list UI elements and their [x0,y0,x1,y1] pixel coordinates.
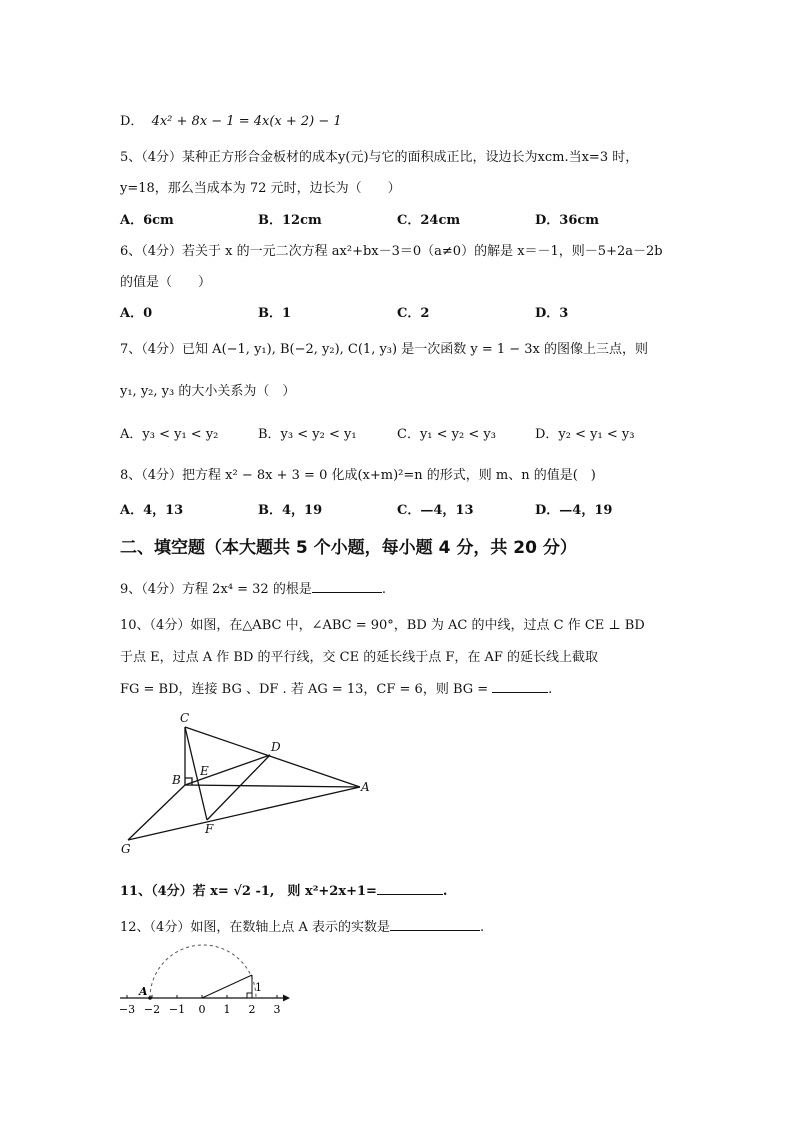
q7-option-b: B．y₃ < y₂ < y₁ [258,427,357,442]
q8-option-a: A．4，13 [120,503,184,518]
q10-stem-line1: 10、（4分）如图，在△ABC 中，∠ABC = 90°，BD 为 AC 的中线，过点 C 作 CE ⊥ BD [120,618,645,633]
right-angle-mark [247,993,252,998]
segment-ga [128,787,360,840]
q8-option-b: B．4，19 [258,503,323,518]
q7-stem-line2: y₁, y₂, y₃ 的大小关系为（ ） [120,384,296,399]
q10-stem-line2: 于点 E，过点 A 作 BD 的平行线，交 CE 的延长线于点 F，在 AF 的延长线上截取 [120,650,599,665]
q6-stem-line2: 的值是（ ） [120,275,212,290]
q6-option-c: C．2 [397,306,430,321]
label-c: C [180,711,190,725]
q9-line [120,578,386,597]
label-a: A [361,780,370,794]
tick-label: 2 [248,1003,256,1016]
q10-stem-line3-wrap [120,678,552,697]
q12-answer-blank [390,918,480,931]
q9-end: . [381,582,386,597]
tick-label: −3 [118,1003,136,1016]
label-e: E [200,764,209,778]
label-g: G [121,842,131,856]
q8-option-d: D．—4，19 [535,503,613,518]
q9-answer-blank [312,580,382,593]
q8-option-c: C．—4，13 [397,503,474,518]
label-b: B [172,773,181,787]
q7-option-c: C．y₁ < y₂ < y₃ [397,427,496,442]
q5-option-b: B．12cm [258,213,322,228]
point-a [148,996,152,1000]
q7-stem-line1: 7、（4分）已知 A(−1, y₁), B(−2, y₂), C(1, y₃) 是一次函数 y = 1 − 3x 的图像上三点，则 [120,342,649,357]
q10-answer-blank [492,680,548,693]
q10-stem-line3: FG = BD，连接 BG 、DF . 若 AG = 13，CF = 6，则 BG = [120,682,489,697]
q11-stem: 11、（4分）若 x= √2 -1, 则 x²+2x+1= [120,884,377,899]
q8-stem-line1: 8、（4分）把方程 x² − 8x + 3 = 0 化成(x+m)²=n 的形式，则 m、n 的值是( ) [120,468,596,483]
q11-end: . [442,884,448,899]
tick-label: 1 [223,1003,231,1016]
q4-option-d-expr: 4x² + 8x − 1 = 4x(x + 2) − 1 [151,114,342,129]
q10-end: . [548,682,553,697]
tick-label: −1 [168,1003,186,1016]
q5-stem-line2: y=18，那么当成本为 72 元时，边长为（ ） [120,181,401,196]
q11-answer-blank [377,882,443,895]
axis-arrow-icon [283,995,290,1002]
q5-option-a: A．6cm [120,213,174,228]
q7-option-d: D．y₂ < y₁ < y₃ [535,427,635,442]
q12-stem: 12、（4分）如图，在数轴上点 A 表示的实数是 [120,920,390,935]
q6-option-d: D．3 [535,306,569,321]
q6-option-b: B．1 [258,306,292,321]
label-d: D [271,740,281,754]
q7-option-a: A．y₃ < y₁ < y₂ [120,427,219,442]
q12-end: . [479,920,485,935]
segment-ba [185,785,360,787]
height-label: 1 [255,981,262,994]
q12-line [120,916,484,935]
segment-gb [128,785,185,840]
segment-ca [185,727,360,787]
label-f: F [205,822,214,836]
triangle-figure [110,705,380,860]
hypotenuse-segment [202,975,252,998]
q11-line [120,880,447,899]
q5-option-d: D．36cm [535,213,600,228]
tick-label: 0 [198,1003,206,1016]
q4-option-d [120,110,342,129]
tick-label: −2 [143,1003,161,1016]
dashed-arc [150,945,256,998]
q5-stem-line1: 5、（4分）某种正方形合金板材的成本y(元)与它的面积成正比，设边长为xcm.当x=3 时， [120,150,639,165]
section-heading: 二、填空题（本大题共 5 个小题，每小题 4 分，共 20 分） [120,538,577,558]
q9-stem: 9、（4分）方程 2x⁴ = 32 的根是 [120,582,312,597]
tick-label: 3 [273,1003,281,1016]
point-a-label: A [139,985,148,998]
number-line-figure [115,940,300,1020]
q6-stem-line1: 6、（4分）若关于 x 的一元二次方程 ax²+bx－3＝0（a≠0）的解是 x＝－1，则－5+2a－2b [120,244,663,259]
q4-option-d-label: D． [120,114,144,129]
q6-option-a: A．0 [120,306,153,321]
q5-option-c: C．24cm [397,213,461,228]
